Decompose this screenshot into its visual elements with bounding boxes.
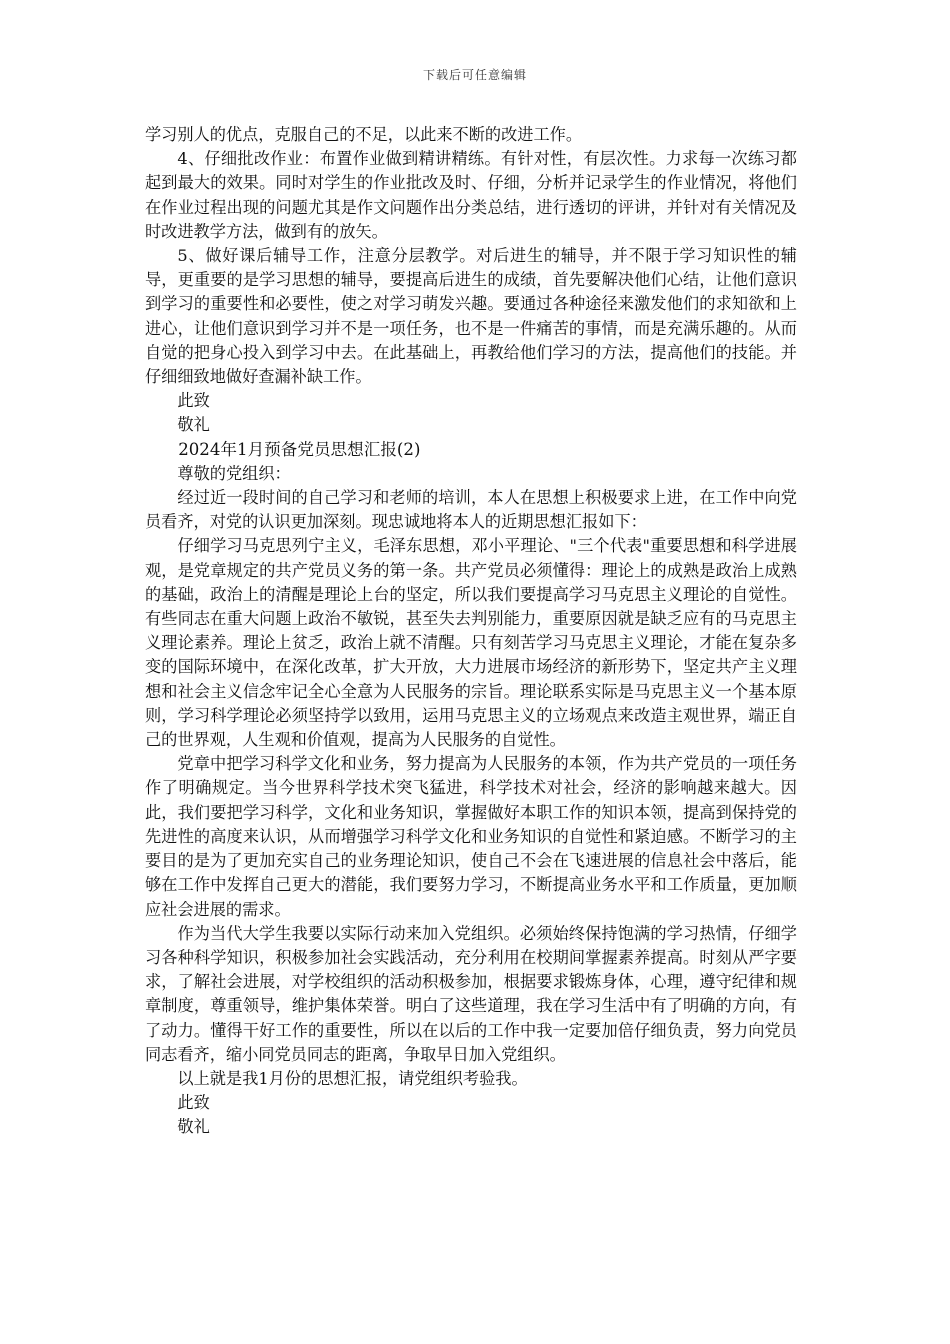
greeting: 尊敬的党组织： [177, 463, 291, 483]
paragraph: 仔细学习马克思列宁主义，毛泽东思想，邓小平理论、"三个代表"重要思想和科学进展观，是党章规定的共产党员义务的第一条。共产党员必须懂得：理论上的成熟是政治上成熟的基础，政治上的清醒是理论上台的坚定，所以我们要提高学习马克思主义理论的自觉性。有些同志在重大问题上政治不敏锐，甚至失去判别能力，重要原因就是缺乏应有的马克思主义理论素养。理论上贫乏，政治上就不清醒。只有刻苦学习马克思主义理论，才能在复杂多变的国际环境中，在深化改革，扩大开放，大力进展市场经济的新形势下，坚定共产主义理想和社会主义信念牢记全心全意为人民服务的宗旨。理论联系实际是马克思主义一个基本原则，学习科学理论必须坚持学以致用，运用马克思主义的立场观点来改造主观世界，端正自己的世界观，人生观和价值观，提高为人民服务的自觉性。 [145, 536, 797, 750]
paragraph: 以上就是我1月份的思想汇报，请党组织考验我。 [177, 1068, 528, 1088]
document-body [145, 123, 797, 1140]
closing-salutation: 此致 [177, 391, 210, 411]
paragraph: 经过近一段时间的自己学习和老师的培训，本人在思想上积极要求上进，在工作中向党员看齐，对党的认识更加深刻。现忠诚地将本人的近期思想汇报如下： [145, 488, 797, 532]
paragraph: 学习别人的优点，克服自己的不足，以此来不断的改进工作。 [145, 125, 583, 144]
closing-regards: 敬礼 [177, 1117, 210, 1137]
page-header: 下载后可任意编辑 [422, 68, 527, 82]
paragraph: 4、仔细批改作业：布置作业做到精讲精练。有针对性，有层次性。力求每一次练习都起到最大的效果。同时对学生的作业批改及时、仔细，分析并记录学生的作业情况，将他们在作业过程出现的问题尤其是作文问题作出分类总结，进行透切的评讲，并针对有关情况及时改进教学方法，做到有的放矢。 [145, 149, 797, 241]
paragraph: 党章中把学习科学文化和业务，努力提高为人民服务的本领，作为共产党员的一项任务作了明确规定。当今世界科学技术突飞猛进，科学技术对社会，经济的影响越来越大。因此，我们要把学习科学，文化和业务知识，掌握做好本职工作的知识本领，提高到保持党的先进性的高度来认识，从而增强学习科学文化和业务知识的自觉性和紧迫感。不断学习的主要目的是为了更加充实自己的业务理论知识，使自己不会在飞速进展的信息社会中落后，能够在工作中发挥自己更大的潜能，我们要努力学习，不断提高业务水平和工作质量，更加顺应社会进展的需求。 [145, 754, 797, 919]
paragraph: 作为当代大学生我要以实际行动来加入党组织。必须始终保持饱满的学习热情，仔细学习各种科学知识，积极参加社会实践活动，充分利用在校期间掌握素养提高。时刻从严字要求，了解社会进展，对学校组织的活动积极参加，根据要求锻炼身体，心理，遵守纪律和规章制度，尊重领导，维护集体荣誉。明白了这些道理，我在学习生活中有了明确的方向，有了动力。懂得干好工作的重要性，所以在以后的工作中我一定要加倍仔细负责，努力向党员同志看齐，缩小同党员同志的距离，争取早日加入党组织。 [145, 923, 797, 1064]
closing-regards: 敬礼 [177, 415, 210, 435]
closing-salutation: 此致 [177, 1093, 210, 1113]
paragraph: 5、做好课后辅导工作，注意分层教学。对后进生的辅导，并不限于学习知识性的辅导，更重要的是学习思想的辅导，要提高后进生的成绩，首先要解决他们心结，让他们意识到学习的重要性和必要性，使之对学习萌发兴趣。要通过各种途径来激发他们的求知欲和上进心，让他们意识到学习并不是一项任务，也不是一件痛苦的事情，而是充满乐趣的。从而自觉的把身心投入到学习中去。在此基础上，再教给他们学习的方法，提高他们的技能。并仔细细致地做好查漏补缺工作。 [145, 246, 797, 387]
section-title: 2024年1月预备党员思想汇报(2) [178, 439, 421, 459]
